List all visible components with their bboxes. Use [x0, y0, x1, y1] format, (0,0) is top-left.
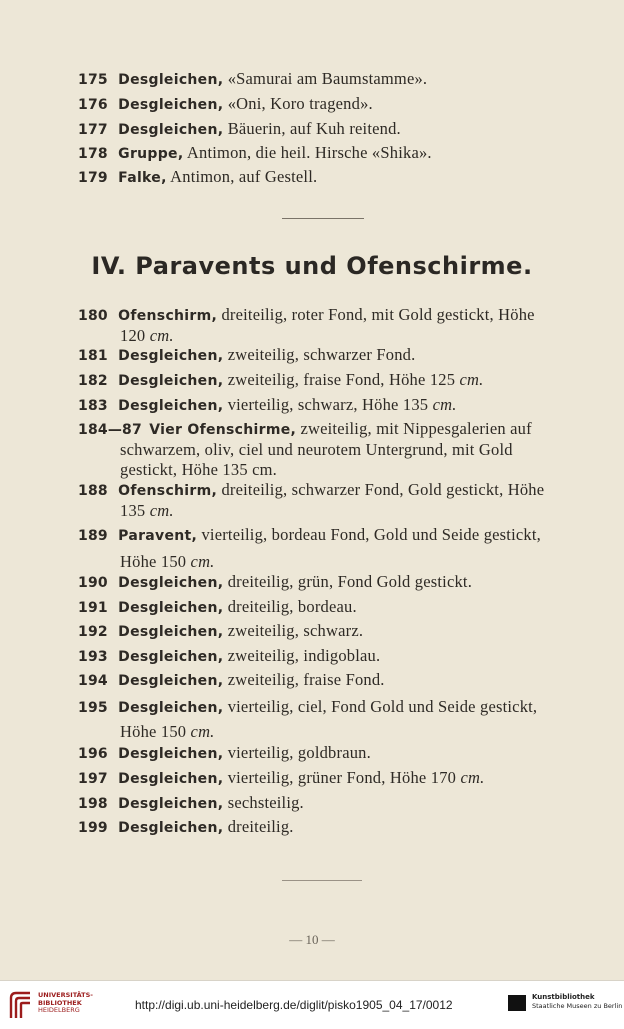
catalog-entry — [78, 167, 583, 188]
entry-description: dreiteilig. — [227, 817, 294, 836]
entry-number: 188 — [78, 483, 108, 499]
entry-heading: Desgleichen, — [118, 624, 224, 640]
entry-unit: cm. — [432, 395, 457, 414]
entry-description: dreiteilig, schwarzer Fond, Gold gestickt, Höhe — [221, 480, 545, 499]
entry-heading: Desgleichen, — [118, 673, 224, 689]
entry-heading: Gruppe, — [118, 146, 184, 162]
logo-text-line: Kunstbibliothek — [532, 993, 595, 1001]
entry-number: 180 — [78, 308, 108, 324]
entry-heading: Desgleichen, — [118, 122, 224, 138]
catalog-entry — [78, 817, 583, 838]
entry-unit: cm. — [459, 370, 484, 389]
entry-number: 199 — [78, 820, 108, 836]
catalog-entry — [78, 119, 583, 140]
entry-number: 192 — [78, 624, 108, 640]
entry-height-value: 135 — [120, 501, 146, 520]
entry-number: 176 — [78, 97, 108, 113]
entry-height-value: Höhe 150 — [120, 552, 187, 571]
entry-number: 194 — [78, 673, 108, 689]
entry-description: zweiteilig, schwarz. — [227, 621, 364, 640]
viewer-footer — [0, 980, 624, 1029]
entry-number: 183 — [78, 398, 108, 414]
entry-heading: Desgleichen, — [118, 575, 224, 591]
catalog-entry — [78, 69, 583, 90]
entry-description: zweiteilig, fraise Fond, Höhe 125 — [227, 370, 456, 389]
entry-heading: Ofenschirm, — [118, 308, 218, 324]
entry-unit: cm. — [149, 501, 174, 520]
entry-continuation — [78, 720, 583, 744]
catalog-entry — [78, 768, 583, 789]
catalog-entry — [78, 572, 583, 593]
entry-description: Antimon, auf Gestell. — [170, 167, 318, 186]
section-divider — [282, 218, 364, 219]
entry-description: Bäuerin, auf Kuh reitend. — [227, 119, 401, 138]
entry-number: 181 — [78, 348, 108, 364]
logo-text-line: UNIVERSITÄTS- — [38, 991, 93, 999]
entry-description: vierteilig, grüner Fond, Höhe 170 — [227, 768, 457, 787]
entry-heading: Paravent, — [118, 528, 198, 544]
entry-heading: Desgleichen, — [118, 348, 224, 364]
catalog-entry — [78, 143, 583, 164]
entry-heading: Ofenschirm, — [118, 483, 218, 499]
logo-text-line: HEIDELBERG — [38, 1006, 80, 1014]
catalog-entry — [78, 370, 583, 391]
entry-number: 178 — [78, 146, 108, 162]
entry-unit: cm. — [149, 326, 174, 345]
catalog-entry — [78, 597, 583, 618]
catalog-entry — [78, 670, 583, 691]
catalog-entry — [78, 395, 583, 416]
entry-heading: Desgleichen, — [118, 771, 224, 787]
logo-text-line: Staatliche Museen zu Berlin — [532, 1002, 623, 1010]
catalog-entry — [78, 793, 583, 814]
entry-heading: Desgleichen, — [118, 600, 224, 616]
logo-text-line: BIBLIOTHEK — [38, 998, 82, 1007]
entry-number: 190 — [78, 575, 108, 591]
entry-number: 182 — [78, 373, 108, 389]
catalog-entry — [78, 695, 583, 744]
entry-number: 193 — [78, 649, 108, 665]
entry-description: dreiteilig, grün, Fond Gold gestickt. — [227, 572, 473, 591]
entry-height-value: Höhe 150 — [120, 722, 187, 741]
entry-description: dreiteilig, bordeau. — [227, 597, 357, 616]
section-title: IV. Paravents und Ofenschirme. — [91, 252, 533, 280]
entry-description: vierteilig, goldbraun. — [227, 743, 371, 762]
kunstbibliothek-logo-icon — [508, 995, 526, 1011]
entry-number: 191 — [78, 600, 108, 616]
catalog-entry — [78, 94, 583, 115]
entry-unit: cm. — [190, 552, 215, 571]
entry-number: 177 — [78, 122, 108, 138]
university-library-logo-icon — [8, 990, 36, 1020]
entry-number: 195 — [78, 700, 108, 716]
entry-height-value: 120 — [120, 326, 146, 345]
entry-heading: Desgleichen, — [118, 373, 224, 389]
entry-number: 197 — [78, 771, 108, 787]
permalink-url[interactable]: http://digi.ub.uni-heidelberg.de/diglit/pisko1905_04_17/0012 — [135, 998, 453, 1012]
catalog-entry — [78, 345, 583, 366]
entry-heading: Desgleichen, — [118, 398, 224, 414]
page-number: — 10 — — [289, 932, 335, 947]
entry-heading: Desgleichen, — [118, 796, 224, 812]
entry-heading: Desgleichen, — [118, 820, 224, 836]
entry-number: 184—87 — [78, 422, 142, 438]
entry-number: 175 — [78, 72, 108, 88]
catalog-entry — [78, 419, 583, 480]
entry-description: sechsteilig. — [227, 793, 304, 812]
entry-description: zweiteilig, fraise Fond. — [227, 670, 385, 689]
catalog-entry — [78, 480, 583, 521]
entry-description: vierteilig, bordeau Fond, Gold und Seide gestickt, — [201, 525, 541, 544]
entry-heading: Desgleichen, — [118, 700, 224, 716]
entry-continuation: gestickt, Höhe 135 cm. — [120, 460, 277, 479]
entry-description: zweiteilig, schwarzer Fond. — [227, 345, 416, 364]
entry-heading: Falke, — [118, 170, 167, 186]
kunstbibliothek-name — [532, 993, 622, 1011]
entry-continuation: schwarzem, oliv, ciel und neurotem Untergrund, mit Gold — [120, 440, 513, 459]
catalog-entry — [78, 646, 583, 667]
entry-unit: cm. — [460, 768, 485, 787]
entry-heading: Desgleichen, — [118, 97, 224, 113]
entry-description: zweiteilig, indigoblau. — [227, 646, 381, 665]
entry-continuation — [78, 326, 583, 346]
entry-description: vierteilig, schwarz, Höhe 135 — [227, 395, 429, 414]
entry-heading: Desgleichen, — [118, 72, 224, 88]
entry-description: «Samurai am Baumstamme». — [227, 69, 428, 88]
entry-unit: cm. — [190, 722, 215, 741]
entry-description: zweiteilig, mit Nippesgalerien auf — [300, 419, 532, 438]
entry-number: 189 — [78, 528, 108, 544]
entry-heading: Desgleichen, — [118, 649, 224, 665]
entry-number: 179 — [78, 170, 108, 186]
entry-description: vierteilig, ciel, Fond Gold und Seide gestickt, — [227, 697, 538, 716]
entry-continuation — [78, 501, 583, 521]
end-divider — [282, 880, 362, 881]
entry-description: «Oni, Koro tragend». — [227, 94, 373, 113]
entry-heading: Vier Ofenschirme, — [149, 422, 297, 438]
catalog-entry — [78, 522, 583, 575]
catalog-entry — [78, 743, 583, 764]
entry-description: Antimon, die heil. Hirsche «Shika». — [186, 143, 432, 162]
catalog-entry — [78, 621, 583, 642]
university-library-name — [38, 992, 93, 1015]
entry-heading: Desgleichen, — [118, 746, 224, 762]
entry-number: 196 — [78, 746, 108, 762]
catalog-entry — [78, 305, 583, 346]
entry-number: 198 — [78, 796, 108, 812]
entry-description: dreiteilig, roter Fond, mit Gold gestickt, Höhe — [221, 305, 535, 324]
